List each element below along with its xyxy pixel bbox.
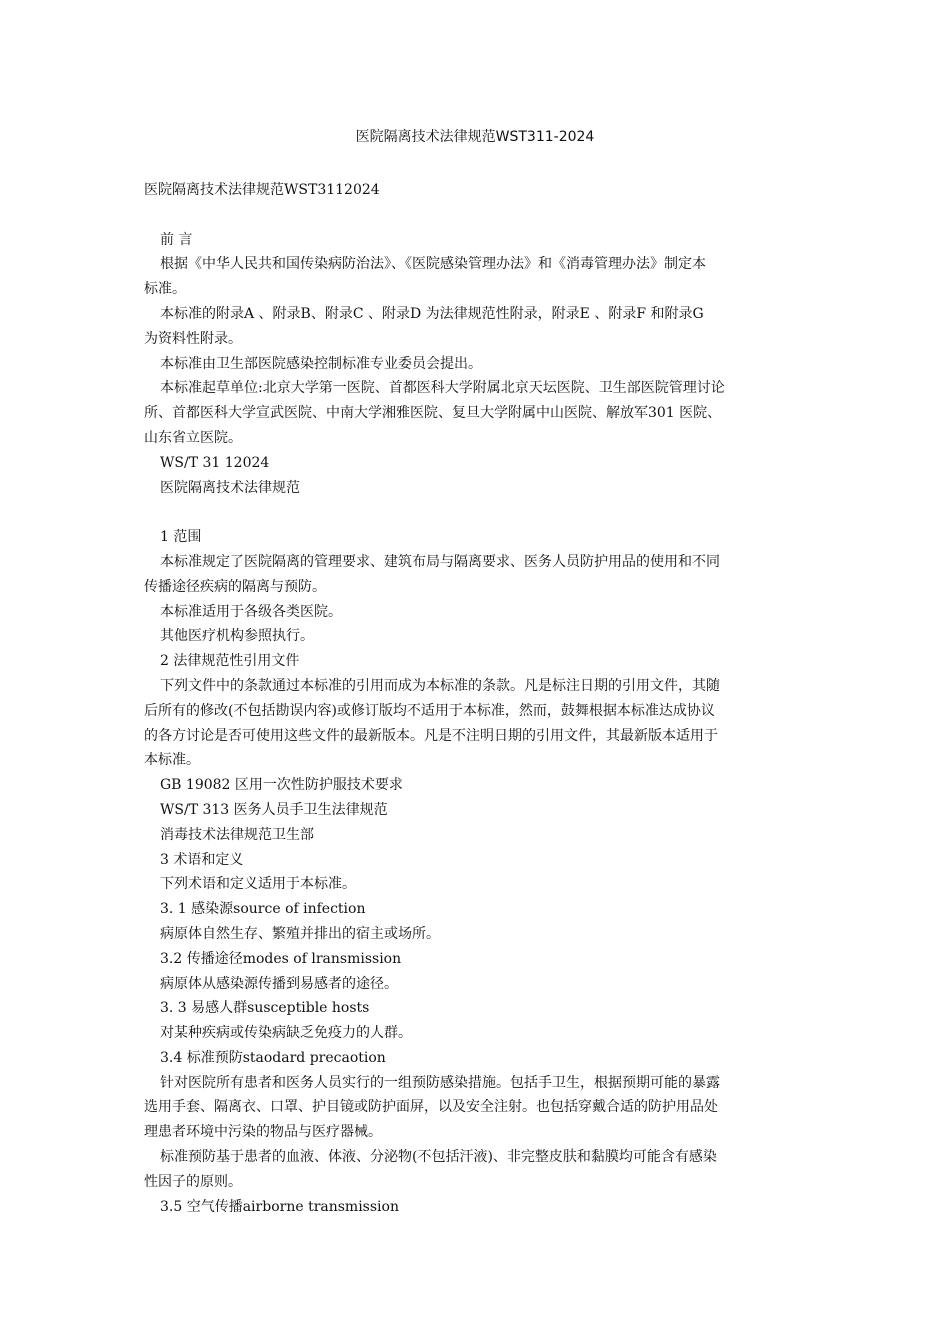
- text-line: 标准。: [144, 281, 186, 298]
- text-line: 3.5 空气传播airborne transmission: [160, 1198, 399, 1215]
- text-line: 传播途径疾病的隔离与预防。: [144, 578, 326, 595]
- document-body: [144, 178, 814, 1219]
- text-line: 针对医院所有患者和医务人员实行的一组预防感染措施。包括手卫生，根据预期可能的暴露: [160, 1074, 720, 1091]
- text-line: [144, 500, 814, 525]
- text-line: 3. 1 感染源source of infection: [160, 901, 366, 918]
- text-line: 本标准适用于各级各类医院。: [160, 603, 342, 620]
- text-line: 前 言: [160, 231, 193, 248]
- text-line: 对某种疾病或传染病缺乏免疫力的人群。: [160, 1025, 412, 1042]
- text-line: 3 术语和定义: [160, 851, 244, 868]
- text-line: 病原体自然生存、繁殖并排出的宿主或场所。: [160, 925, 440, 942]
- text-line: [144, 203, 814, 228]
- text-line: 本标准规定了医院隔离的管理要求、建筑布局与隔离要求、医务人员防护用品的使用和不同: [160, 553, 720, 570]
- text-line: 理患者环境中污染的物品与医疗器械。: [144, 1124, 382, 1141]
- text-line: 病原体从感染源传播到易感者的途径。: [160, 975, 398, 992]
- text-line: 其他医疗机构参照执行。: [160, 628, 314, 645]
- text-line: 为资料性附录。: [144, 330, 242, 347]
- text-line: 1 范围: [160, 529, 202, 546]
- text-line: 3.4 标准预防staodard precaotion: [160, 1049, 386, 1066]
- text-line: 选用手套、隔离衣、口罩、护目镜或防护面屏，以及安全注射。也包括穿戴合适的防护用品处: [144, 1099, 718, 1116]
- text-line: 医院隔离技术法律规范: [160, 479, 300, 496]
- text-line: 本标准由卫生部医院感染控制标准专业委员会提出。: [160, 355, 482, 372]
- text-line: 2 法律规范性引用文件: [160, 653, 300, 670]
- text-line: 3.2 传播途径modes of lransmission: [160, 950, 402, 967]
- text-line: 本标准。: [144, 752, 200, 769]
- text-line: GB 19082 区用一次性防护服技术要求: [160, 777, 403, 794]
- text-line: 本标准的附录A 、附录B、附录C 、附录D 为法律规范性附录，附录E 、附录F 和附录G: [160, 305, 704, 322]
- text-line: 标准预防基于患者的血液、体液、分泌物(不包括汗液)、非完整皮肤和黏膜均可能含有感染: [160, 1149, 717, 1166]
- document-title: 医院隔离技术法律规范WST311-2024: [355, 129, 595, 145]
- text-line: 性因子的原则。: [144, 1173, 242, 1190]
- text-line: 3. 3 易感人群susceptible hosts: [160, 1000, 370, 1017]
- text-line: 下列文件中的条款通过本标准的引用而成为本标准的条款。凡是标注日期的引用文件，其随: [160, 677, 720, 694]
- text-line: 本标准起草单位:北京大学第一医院、首都医科大学附属北京天坛医院、卫生部医院管理讨论: [160, 380, 725, 397]
- text-line: 医院隔离技术法律规范WST3112024: [144, 182, 380, 198]
- text-line: 消毒技术法律规范卫生部: [160, 826, 314, 843]
- text-line: 下列术语和定义适用于本标准。: [160, 876, 356, 893]
- text-line: 后所有的修改(不包括勘误内容)或修订版均不适用于本标准，然而，鼓舞根据本标准达成协议: [144, 702, 715, 719]
- text-line: WS/T 313 医务人员手卫生法律规范: [160, 801, 388, 818]
- text-line: 所、首都医科大学宣武医院、中南大学湘雅医院、复旦大学附属中山医院、解放军301 医院、: [144, 405, 722, 422]
- text-line: 的各方讨论是否可使用这些文件的最新版本。凡是不注明日期的引用文件，其最新版本适用于: [144, 727, 718, 744]
- text-line: 根据《中华人民共和国传染病防治法》、《医院感染管理办法》和《消毒管理办法》制定本: [160, 256, 706, 273]
- text-line: 山东省立医院。: [144, 429, 242, 446]
- text-line: WS/T 31 12024: [160, 454, 270, 471]
